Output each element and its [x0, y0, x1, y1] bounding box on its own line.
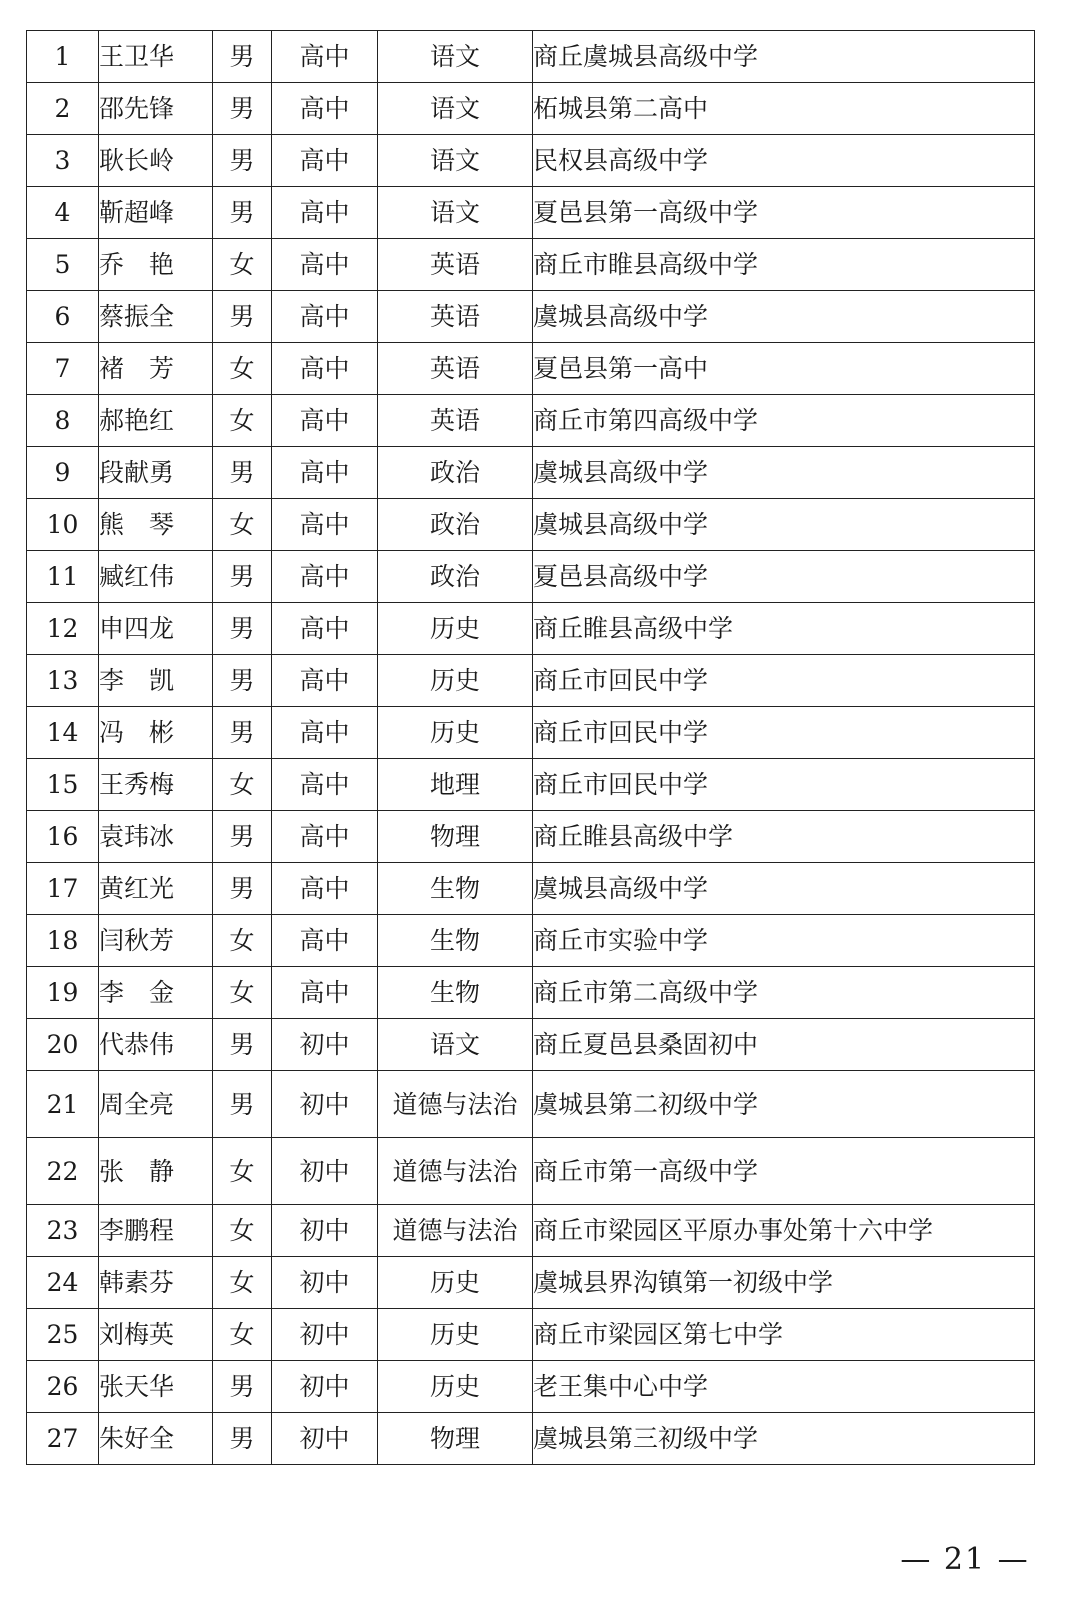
school-name-cell: 商丘市第一高级中学	[533, 1138, 1035, 1205]
gender-cell: 男	[213, 1361, 272, 1413]
table-row	[27, 447, 1035, 499]
subject-cell: 政治	[378, 447, 533, 499]
teacher-name-cell: 郝艳红	[99, 395, 213, 447]
teacher-name-cell: 黄红光	[99, 863, 213, 915]
table-row	[27, 1361, 1035, 1413]
gender-cell: 女	[213, 915, 272, 967]
school-level-cell: 初中	[272, 1257, 378, 1309]
school-name-cell: 虞城县高级中学	[533, 863, 1035, 915]
teacher-name-cell: 代恭伟	[99, 1019, 213, 1071]
row-number-cell: 27	[27, 1413, 99, 1465]
teacher-name-cell: 褚 芳	[99, 343, 213, 395]
school-name-cell: 商丘市实验中学	[533, 915, 1035, 967]
school-level-cell: 初中	[272, 1361, 378, 1413]
table-row	[27, 967, 1035, 1019]
subject-cell: 生物	[378, 967, 533, 1019]
row-number-cell: 3	[27, 135, 99, 187]
teacher-name-cell: 申四龙	[99, 603, 213, 655]
table-row	[27, 863, 1035, 915]
gender-cell: 女	[213, 1309, 272, 1361]
school-level-cell: 高中	[272, 915, 378, 967]
gender-cell: 男	[213, 447, 272, 499]
school-name-cell: 柘城县第二高中	[533, 83, 1035, 135]
table-row	[27, 1019, 1035, 1071]
teacher-name-cell: 张 静	[99, 1138, 213, 1205]
subject-cell: 英语	[378, 343, 533, 395]
subject-cell: 英语	[378, 291, 533, 343]
gender-cell: 男	[213, 707, 272, 759]
school-name-cell: 商丘市第二高级中学	[533, 967, 1035, 1019]
school-name-cell: 夏邑县第一高中	[533, 343, 1035, 395]
teacher-name-cell: 闫秋芳	[99, 915, 213, 967]
row-number-cell: 13	[27, 655, 99, 707]
school-level-cell: 高中	[272, 239, 378, 291]
subject-cell: 政治	[378, 551, 533, 603]
gender-cell: 女	[213, 343, 272, 395]
gender-cell: 女	[213, 239, 272, 291]
row-number-cell: 5	[27, 239, 99, 291]
table-row	[27, 655, 1035, 707]
teacher-name-cell: 臧红伟	[99, 551, 213, 603]
school-name-cell: 商丘虞城县高级中学	[533, 31, 1035, 83]
gender-cell: 男	[213, 83, 272, 135]
row-number-cell: 14	[27, 707, 99, 759]
school-name-cell: 商丘市回民中学	[533, 707, 1035, 759]
row-number-cell: 25	[27, 1309, 99, 1361]
row-number-cell: 26	[27, 1361, 99, 1413]
row-number-cell: 8	[27, 395, 99, 447]
table-row	[27, 83, 1035, 135]
row-number-cell: 10	[27, 499, 99, 551]
gender-cell: 女	[213, 967, 272, 1019]
table-row	[27, 31, 1035, 83]
subject-cell: 历史	[378, 655, 533, 707]
teacher-name-cell: 冯 彬	[99, 707, 213, 759]
school-level-cell: 高中	[272, 395, 378, 447]
school-level-cell: 初中	[272, 1138, 378, 1205]
table-row	[27, 915, 1035, 967]
gender-cell: 男	[213, 811, 272, 863]
row-number-cell: 15	[27, 759, 99, 811]
school-name-cell: 民权县高级中学	[533, 135, 1035, 187]
gender-cell: 女	[213, 1205, 272, 1257]
row-number-cell: 11	[27, 551, 99, 603]
page-number: — 21 —	[900, 1542, 1030, 1577]
school-level-cell: 高中	[272, 135, 378, 187]
row-number-cell: 9	[27, 447, 99, 499]
row-number-cell: 12	[27, 603, 99, 655]
row-number-cell: 16	[27, 811, 99, 863]
table-row	[27, 811, 1035, 863]
subject-cell: 物理	[378, 811, 533, 863]
gender-cell: 女	[213, 759, 272, 811]
school-name-cell: 商丘睢县高级中学	[533, 811, 1035, 863]
row-number-cell: 18	[27, 915, 99, 967]
row-number-cell: 21	[27, 1071, 99, 1138]
table-row	[27, 1309, 1035, 1361]
subject-cell: 语文	[378, 83, 533, 135]
subject-cell: 生物	[378, 863, 533, 915]
teacher-name-cell: 蔡振全	[99, 291, 213, 343]
subject-cell: 语文	[378, 135, 533, 187]
school-name-cell: 虞城县高级中学	[533, 499, 1035, 551]
school-level-cell: 高中	[272, 603, 378, 655]
row-number-cell: 7	[27, 343, 99, 395]
gender-cell: 女	[213, 1257, 272, 1309]
school-level-cell: 高中	[272, 447, 378, 499]
row-number-cell: 17	[27, 863, 99, 915]
teacher-name-cell: 王卫华	[99, 31, 213, 83]
table-row	[27, 1257, 1035, 1309]
subject-cell: 历史	[378, 707, 533, 759]
school-name-cell: 虞城县第二初级中学	[533, 1071, 1035, 1138]
school-level-cell: 初中	[272, 1205, 378, 1257]
school-level-cell: 高中	[272, 499, 378, 551]
school-name-cell: 商丘市回民中学	[533, 655, 1035, 707]
table-row	[27, 343, 1035, 395]
row-number-cell: 23	[27, 1205, 99, 1257]
school-name-cell: 虞城县界沟镇第一初级中学	[533, 1257, 1035, 1309]
school-name-cell: 老王集中心中学	[533, 1361, 1035, 1413]
school-level-cell: 高中	[272, 967, 378, 1019]
school-level-cell: 初中	[272, 1309, 378, 1361]
school-level-cell: 初中	[272, 1019, 378, 1071]
table-row	[27, 1413, 1035, 1465]
teacher-name-cell: 袁玮冰	[99, 811, 213, 863]
subject-cell: 物理	[378, 1413, 533, 1465]
subject-cell: 历史	[378, 1257, 533, 1309]
subject-cell: 语文	[378, 187, 533, 239]
school-name-cell: 商丘市梁园区平原办事处第十六中学	[533, 1205, 1035, 1257]
gender-cell: 男	[213, 1071, 272, 1138]
table-row	[27, 291, 1035, 343]
school-level-cell: 高中	[272, 343, 378, 395]
gender-cell: 男	[213, 135, 272, 187]
school-level-cell: 高中	[272, 863, 378, 915]
row-number-cell: 4	[27, 187, 99, 239]
subject-cell: 政治	[378, 499, 533, 551]
school-name-cell: 商丘夏邑县桑固初中	[533, 1019, 1035, 1071]
teacher-name-cell: 李鹏程	[99, 1205, 213, 1257]
table-row	[27, 395, 1035, 447]
teacher-name-cell: 韩素芬	[99, 1257, 213, 1309]
table-row	[27, 759, 1035, 811]
table-row	[27, 1138, 1035, 1205]
row-number-cell: 19	[27, 967, 99, 1019]
school-name-cell: 夏邑县第一高级中学	[533, 187, 1035, 239]
row-number-cell: 24	[27, 1257, 99, 1309]
table-row	[27, 551, 1035, 603]
school-name-cell: 商丘睢县高级中学	[533, 603, 1035, 655]
teacher-name-cell: 乔 艳	[99, 239, 213, 291]
teacher-name-cell: 李 金	[99, 967, 213, 1019]
table-row	[27, 1205, 1035, 1257]
school-name-cell: 商丘市回民中学	[533, 759, 1035, 811]
teacher-name-cell: 耿长岭	[99, 135, 213, 187]
subject-cell: 道德与法治	[378, 1138, 533, 1205]
school-name-cell: 虞城县高级中学	[533, 447, 1035, 499]
table-row	[27, 187, 1035, 239]
gender-cell: 男	[213, 31, 272, 83]
teacher-name-cell: 朱好全	[99, 1413, 213, 1465]
table-body	[27, 31, 1035, 1465]
subject-cell: 语文	[378, 1019, 533, 1071]
table-row	[27, 603, 1035, 655]
gender-cell: 男	[213, 603, 272, 655]
subject-cell: 英语	[378, 395, 533, 447]
teacher-name-cell: 熊 琴	[99, 499, 213, 551]
subject-cell: 历史	[378, 1361, 533, 1413]
school-level-cell: 高中	[272, 811, 378, 863]
teacher-name-cell: 李 凯	[99, 655, 213, 707]
teacher-name-cell: 邵先锋	[99, 83, 213, 135]
school-level-cell: 高中	[272, 655, 378, 707]
school-name-cell: 商丘市第四高级中学	[533, 395, 1035, 447]
table-row	[27, 499, 1035, 551]
gender-cell: 男	[213, 1019, 272, 1071]
school-name-cell: 虞城县高级中学	[533, 291, 1035, 343]
gender-cell: 男	[213, 863, 272, 915]
row-number-cell: 1	[27, 31, 99, 83]
gender-cell: 男	[213, 1413, 272, 1465]
subject-cell: 道德与法治	[378, 1205, 533, 1257]
school-level-cell: 高中	[272, 83, 378, 135]
table-row	[27, 1071, 1035, 1138]
gender-cell: 女	[213, 499, 272, 551]
teacher-name-cell: 段献勇	[99, 447, 213, 499]
teacher-name-cell: 周全亮	[99, 1071, 213, 1138]
gender-cell: 女	[213, 1138, 272, 1205]
gender-cell: 男	[213, 655, 272, 707]
gender-cell: 男	[213, 551, 272, 603]
school-level-cell: 高中	[272, 759, 378, 811]
subject-cell: 生物	[378, 915, 533, 967]
school-level-cell: 高中	[272, 291, 378, 343]
gender-cell: 男	[213, 291, 272, 343]
subject-cell: 英语	[378, 239, 533, 291]
gender-cell: 男	[213, 187, 272, 239]
subject-cell: 道德与法治	[378, 1071, 533, 1138]
subject-cell: 语文	[378, 31, 533, 83]
row-number-cell: 6	[27, 291, 99, 343]
school-level-cell: 初中	[272, 1071, 378, 1138]
row-number-cell: 22	[27, 1138, 99, 1205]
school-level-cell: 高中	[272, 707, 378, 759]
school-name-cell: 虞城县第三初级中学	[533, 1413, 1035, 1465]
row-number-cell: 20	[27, 1019, 99, 1071]
school-level-cell: 高中	[272, 31, 378, 83]
teacher-name-cell: 张天华	[99, 1361, 213, 1413]
school-level-cell: 初中	[272, 1413, 378, 1465]
table-row	[27, 135, 1035, 187]
table-row	[27, 239, 1035, 291]
school-level-cell: 高中	[272, 551, 378, 603]
teacher-name-cell: 刘梅英	[99, 1309, 213, 1361]
teacher-roster-table	[26, 30, 1035, 1465]
subject-cell: 历史	[378, 603, 533, 655]
row-number-cell: 2	[27, 83, 99, 135]
subject-cell: 地理	[378, 759, 533, 811]
school-name-cell: 商丘市睢县高级中学	[533, 239, 1035, 291]
school-level-cell: 高中	[272, 187, 378, 239]
school-name-cell: 夏邑县高级中学	[533, 551, 1035, 603]
teacher-name-cell: 王秀梅	[99, 759, 213, 811]
school-name-cell: 商丘市梁园区第七中学	[533, 1309, 1035, 1361]
gender-cell: 女	[213, 395, 272, 447]
table-row	[27, 707, 1035, 759]
subject-cell: 历史	[378, 1309, 533, 1361]
teacher-name-cell: 靳超峰	[99, 187, 213, 239]
